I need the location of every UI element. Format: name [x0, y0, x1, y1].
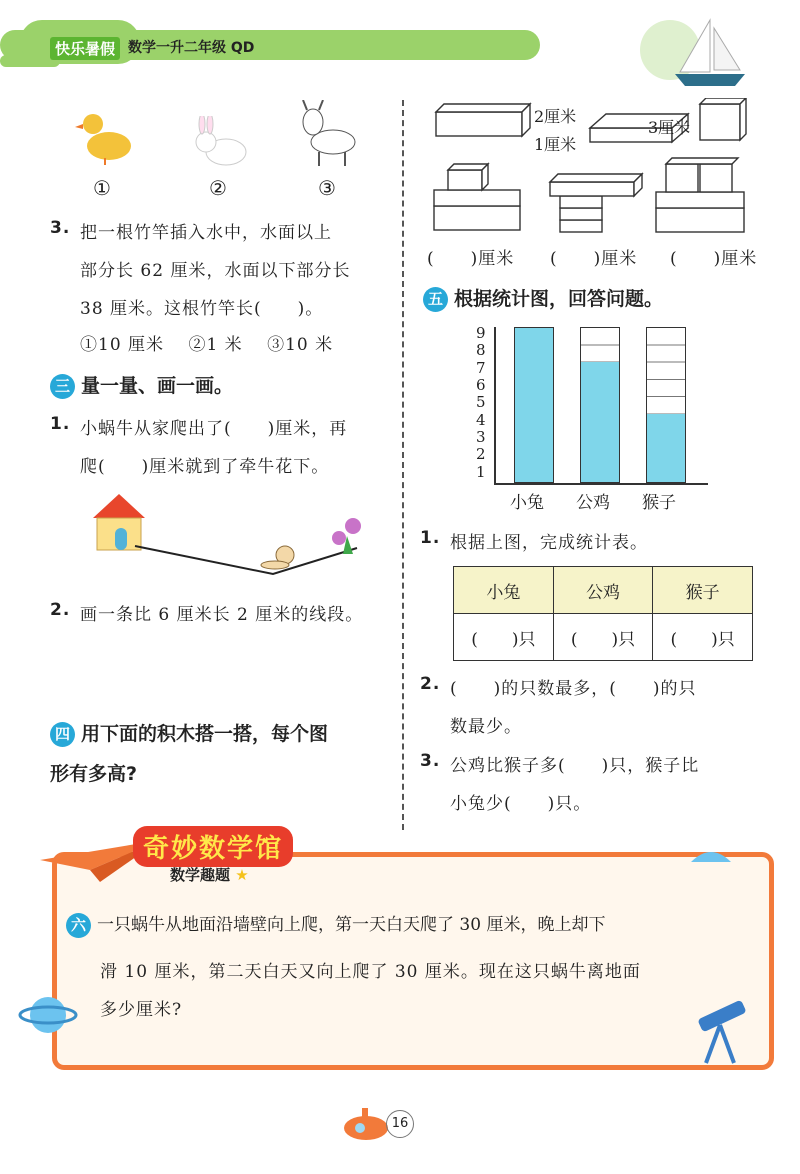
- submarine-icon: [340, 1100, 390, 1146]
- table-cell-monkey[interactable]: ( )只: [653, 614, 753, 661]
- block-answer-2: ( )厘米: [550, 249, 638, 269]
- bar-frame: [580, 327, 620, 483]
- s5-q1-number: 1.: [420, 528, 441, 548]
- fun-text-1: 一只蜗牛从地面沿墙壁向上爬，第一天白天爬了 30 厘米，晚上却下: [97, 915, 606, 935]
- section-6-badge: 六: [66, 913, 91, 938]
- block-width-label: 1厘米: [534, 135, 577, 154]
- series-label: 快乐暑假: [50, 37, 120, 60]
- snail-path-illustration: [85, 488, 385, 588]
- section-4-title-line-2: 形有多高?: [50, 763, 138, 785]
- star-icon: ★: [235, 866, 249, 884]
- section-3-title: 量一量、画一画。: [81, 375, 234, 397]
- fun-line-3: 多少厘米?: [100, 1000, 183, 1020]
- y-tick-label: 1: [476, 462, 486, 481]
- s3-q2-text: 画一条比 6 厘米长 2 厘米的线段。: [80, 605, 364, 625]
- y-axis: [494, 327, 496, 484]
- sailboat-icon: [640, 10, 800, 92]
- y-tick-label: 2: [476, 445, 486, 464]
- s5-q2-line-2: 数最少。: [450, 717, 522, 737]
- s3-q1-line-1: 小蜗牛从家爬出了( )厘米，再: [80, 419, 348, 439]
- section-5-title: 根据统计图，回答问题。: [454, 288, 664, 310]
- y-tick-label: 8: [476, 341, 486, 360]
- block-answer-1: ( )厘米: [427, 249, 515, 269]
- blocks-illustration: [430, 98, 760, 236]
- q3-line-3: 38 厘米。这根竹竿长( )。: [80, 299, 324, 319]
- bar-0: [515, 328, 553, 482]
- x-category-label: 猴子: [642, 493, 676, 513]
- y-tick-label: 3: [476, 428, 486, 446]
- fun-subtitle: [170, 864, 249, 885]
- y-tick-label: 7: [476, 358, 486, 377]
- duck-icon: [75, 108, 135, 166]
- table-cell-rabbit[interactable]: ( )只: [454, 614, 554, 661]
- s5-q1-text: 根据上图，完成统计表。: [450, 533, 648, 553]
- block-answer-3: ( )厘米: [670, 249, 758, 269]
- fun-title: 奇妙数学馆: [133, 826, 293, 867]
- s3-q1-line-2: 爬( )厘米就到了牵牛花下。: [80, 457, 330, 477]
- s3-q1-number: 1.: [50, 414, 71, 434]
- section-5-heading: [423, 284, 663, 312]
- column-divider: [402, 100, 404, 830]
- q3-line-1: 把一根竹竿插入水中，水面以上: [80, 223, 332, 243]
- y-tick-label: 4: [476, 410, 486, 429]
- animal-option-3: ③: [318, 176, 336, 200]
- table-header-rabbit: 小兔: [454, 567, 554, 614]
- y-tick-label: 9: [476, 324, 486, 342]
- fun-subtitle-text: 数学趣题: [170, 866, 231, 884]
- table-cell-rooster[interactable]: ( )只: [553, 614, 653, 661]
- fun-line-2: 滑 10 厘米，第二天白天又向上爬了 30 厘米。现在这只蜗牛离地面: [100, 962, 641, 982]
- s5-q3-line-1: 公鸡比猴子多( )只，猴子比: [450, 756, 700, 776]
- y-tick-label: 5: [476, 393, 486, 412]
- s5-q3-number: 3.: [420, 751, 441, 771]
- x-axis: [494, 483, 708, 485]
- bar-frame: [514, 327, 554, 483]
- bar-1: [581, 362, 619, 482]
- animal-option-1: ①: [93, 176, 111, 200]
- section-3-badge: 三: [50, 374, 75, 399]
- s5-q2-number: 2.: [420, 674, 441, 694]
- stat-table: [453, 566, 753, 661]
- bar-2: [647, 414, 685, 482]
- q3-line-2: 部分长 62 厘米，水面以下部分长: [80, 261, 351, 281]
- q3-number: 3.: [50, 218, 71, 238]
- s3-q2-number: 2.: [50, 600, 71, 620]
- s5-q2-line-1: ( )的只数最多，( )的只: [450, 679, 697, 699]
- subject-label: 数学一升二年级 QD: [128, 40, 255, 56]
- cube-label: 3厘米: [648, 118, 691, 137]
- goat-icon: [293, 100, 363, 170]
- fun-line-1: [66, 910, 605, 938]
- page-number: 16: [386, 1110, 414, 1138]
- x-category-label: 公鸡: [576, 493, 610, 513]
- section-4-title-line-1: 用下面的积木搭一搭，每个图: [81, 723, 329, 745]
- x-category-label: 小兔: [510, 493, 544, 513]
- s5-q3-line-2: 小兔少( )只。: [450, 794, 592, 814]
- telescope-icon: [690, 995, 760, 1065]
- q3-options: ①10 厘米 ②1 米 ③10 米: [80, 335, 334, 355]
- animal-option-2: ②: [209, 176, 227, 200]
- table-header-monkey: 猴子: [653, 567, 753, 614]
- umbrella-icon: [686, 842, 736, 872]
- table-header-rooster: 公鸡: [553, 567, 653, 614]
- section-5-badge: 五: [423, 287, 448, 312]
- section-3-heading: [50, 371, 233, 399]
- rabbit-icon: [190, 116, 250, 168]
- bar-frame: [646, 327, 686, 483]
- section-4-badge: 四: [50, 722, 75, 747]
- y-tick-label: 6: [476, 376, 486, 394]
- block-height-label: 2厘米: [534, 107, 577, 126]
- section-4-heading: [50, 719, 328, 747]
- planet-icon: [18, 985, 78, 1045]
